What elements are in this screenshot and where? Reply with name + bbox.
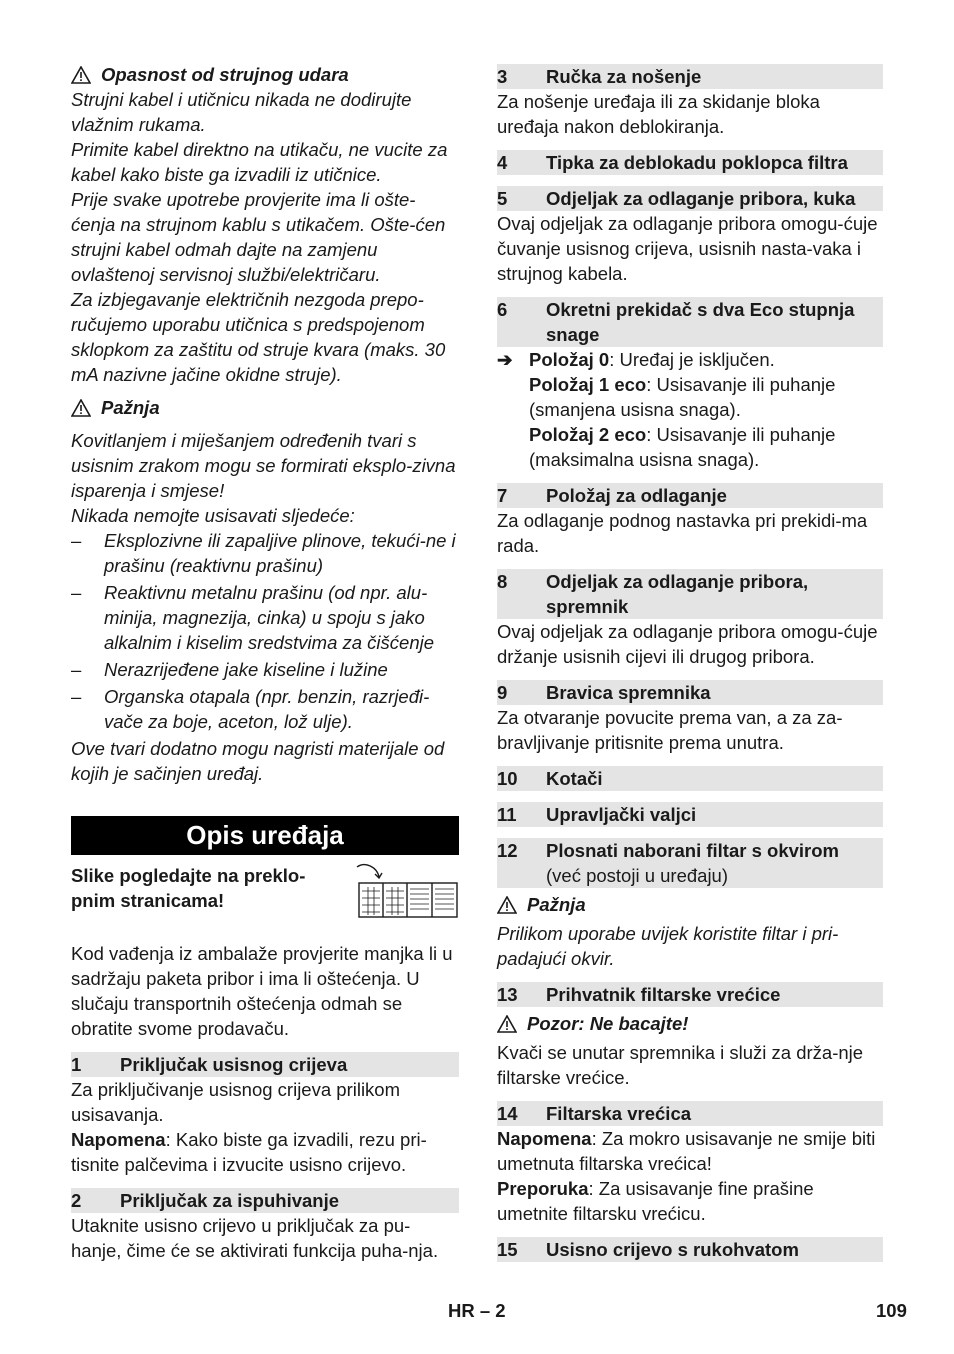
caution-heading-13: Pozor: Ne bacajte! — [497, 1011, 883, 1036]
item-heading-5: 5 Odjeljak za odlaganje pribora, kuka — [497, 186, 883, 211]
item-text-13: Kvači se unutar spremnika i služi za drža-nje filtarske vrećice. — [497, 1042, 864, 1088]
switch-position-2: Položaj 2 eco: Usisavanje ili puhanje (maksimalna usisna snaga). — [529, 424, 836, 470]
switch-position-1: Položaj 1 eco: Usisavanje ili puhanje (smanjena usisna snaga). — [529, 374, 836, 420]
item-note-1: Napomena: Kako biste ga izvadili, rezu pri-tisnite palčevima i izvucite usisno crijevo. — [71, 1129, 427, 1175]
list-item: – Eksplozivne ili zapaljive plinove, tekući-ne i prašinu (reaktivnu prašinu) — [71, 528, 459, 578]
item-heading-12: 12 Plosnati naborani filtar s okvirom (već postoji u uređaju) — [497, 838, 883, 888]
warning-triangle-icon — [71, 399, 91, 417]
list-item: – Reaktivnu metalnu prašinu (od npr. alu-minija, magnezija, cinka) u spoju s jako alkalnim i kiselim sredstvima za čišćenje — [71, 580, 459, 655]
caution-heading-12: Pažnja — [497, 892, 883, 917]
footer-section: HR – 2 — [448, 1300, 506, 1321]
caution-lead: Nikada nemojte usisavati sljedeće: — [71, 505, 355, 526]
danger-paragraph: Strujni kabel i utičnicu nikada ne dodirujte vlažnim rukama. — [71, 89, 412, 135]
left-column — [71, 62, 459, 1263]
item-heading-6: 6 Okretni prekidač s dva Eco stupnja snage — [497, 297, 883, 347]
arrow-right-icon: ➔ — [497, 349, 513, 370]
warning-triangle-icon — [497, 1015, 517, 1033]
list-item: – Nerazrijeđene jake kiseline i lužine — [71, 657, 459, 682]
caution-heading: Pažnja — [71, 395, 459, 420]
warning-triangle-icon — [71, 66, 91, 84]
caution-outro: Ove tvari dodatno mogu nagristi materijale od kojih je sačinjen uređaj. — [71, 738, 445, 784]
caution-intro: Kovitlanjem i miješanjem određenih tvari s usisnim zrakom mogu se formirati eksplo-zivna isparenja i smjese! — [71, 430, 456, 501]
item-text-2: Utaknite usisno crijevo u priključak za pu-hanje, čime će se aktivirati funkcija puha-nja. — [71, 1215, 439, 1261]
item-text-9: Za otvaranje povucite prema van, a za za-bravljivanje pritisnite prema unutra. — [497, 707, 843, 753]
danger-heading: Opasnost od strujnog udara — [71, 62, 459, 87]
switch-position-0: ➔ Položaj 0: Uređaj je isključen. — [497, 349, 775, 370]
item-heading-8: 8 Odjeljak za odlaganje pribora, spremnik — [497, 569, 883, 619]
list-item: – Organska otapala (npr. benzin, razrjeđi-vače za boje, aceton, lož ulje). — [71, 684, 459, 734]
item-text-1: Za priključivanje usisnog crijeva prilikom usisavanja. — [71, 1079, 401, 1125]
right-column — [497, 62, 883, 1262]
item-heading-14: 14 Filtarska vrećica — [497, 1101, 883, 1126]
see-pages-text: Slike pogledajte na preklo-pnim stranicama! — [71, 865, 306, 911]
caution-list — [71, 528, 459, 734]
item-note-14: Napomena: Za mokro usisavanje ne smije biti umetnuta filtarska vrećica! — [497, 1128, 876, 1174]
item-recommendation-14: Preporuka: Za usisavanje fine prašine umetnite filtarsku vrećicu. — [497, 1178, 814, 1224]
caution-text-12: Prilikom uporabe uvijek koristite filtar i pri-padajući okvir. — [497, 923, 839, 969]
item-text-8: Ovaj odjeljak za odlaganje pribora omogu-ćuje držanje usisnih cijevi ili drugog pribora. — [497, 621, 878, 667]
item-text-3: Za nošenje uređaja ili za skidanje bloka uređaja nakon deblokiranja. — [497, 91, 820, 137]
item-heading-15: 15 Usisno crijevo s rukohvatom — [497, 1237, 883, 1262]
item-heading-11: 11 Upravljački valjci — [497, 802, 883, 827]
danger-paragraph: Primite kabel direktno na utikaču, ne vucite za kabel kako biste ga izvadili iz utičnice. — [71, 139, 448, 185]
item-text-5: Ovaj odjeljak za odlaganje pribora omogu-ćuje čuvanje usisnog crijeva, usisnih nasta-vaka i strujnog kabela. — [497, 213, 878, 284]
item-heading-3: 3 Ručka za nošenje — [497, 64, 883, 89]
item-heading-7: 7 Položaj za odlaganje — [497, 483, 883, 508]
item-heading-13: 13 Prihvatnik filtarske vrećice — [497, 982, 883, 1007]
section-title: Opis uređaja — [71, 816, 459, 855]
item-text-7: Za odlaganje podnog nastavka pri prekidi-ma rada. — [497, 510, 868, 556]
danger-paragraph: Prije svake upotrebe provjerite ima li ošte-ćenja na strujnom kablu s utikačem. Ošte-ćen strujni kabel odmah dajte na zamjenu ovlaštenoj servisnoj službi/električaru. — [71, 189, 446, 285]
warning-triangle-icon — [497, 896, 517, 914]
item-heading-1: 1 Priključak usisnog crijeva — [71, 1052, 459, 1077]
item-heading-9: 9 Bravica spremnika — [497, 680, 883, 705]
item-heading-10: 10 Kotači — [497, 766, 883, 791]
foldout-pages-icon — [355, 863, 459, 919]
see-pages-note — [71, 863, 459, 919]
page-number: 109 — [876, 1300, 907, 1321]
item-heading-4: 4 Tipka za deblokadu poklopca filtra — [497, 150, 883, 175]
item-heading-2: 2 Priključak za ispuhivanje — [71, 1188, 459, 1213]
unpack-text: Kod vađenja iz ambalaže provjerite manjka li u sadržaju paketa pribor i ima li oštećenja. U slučaju transportnih oštećenja odmah se obratite svome prodavaču. — [71, 943, 453, 1039]
danger-paragraph: Za izbjegavanje električnih nezgoda prepo-ručujemo uporabu utičnica s predspojenom sklopkom za zaštitu od struje kvara (maks. 30 mA nazivne jačine okidne struje). — [71, 289, 446, 385]
